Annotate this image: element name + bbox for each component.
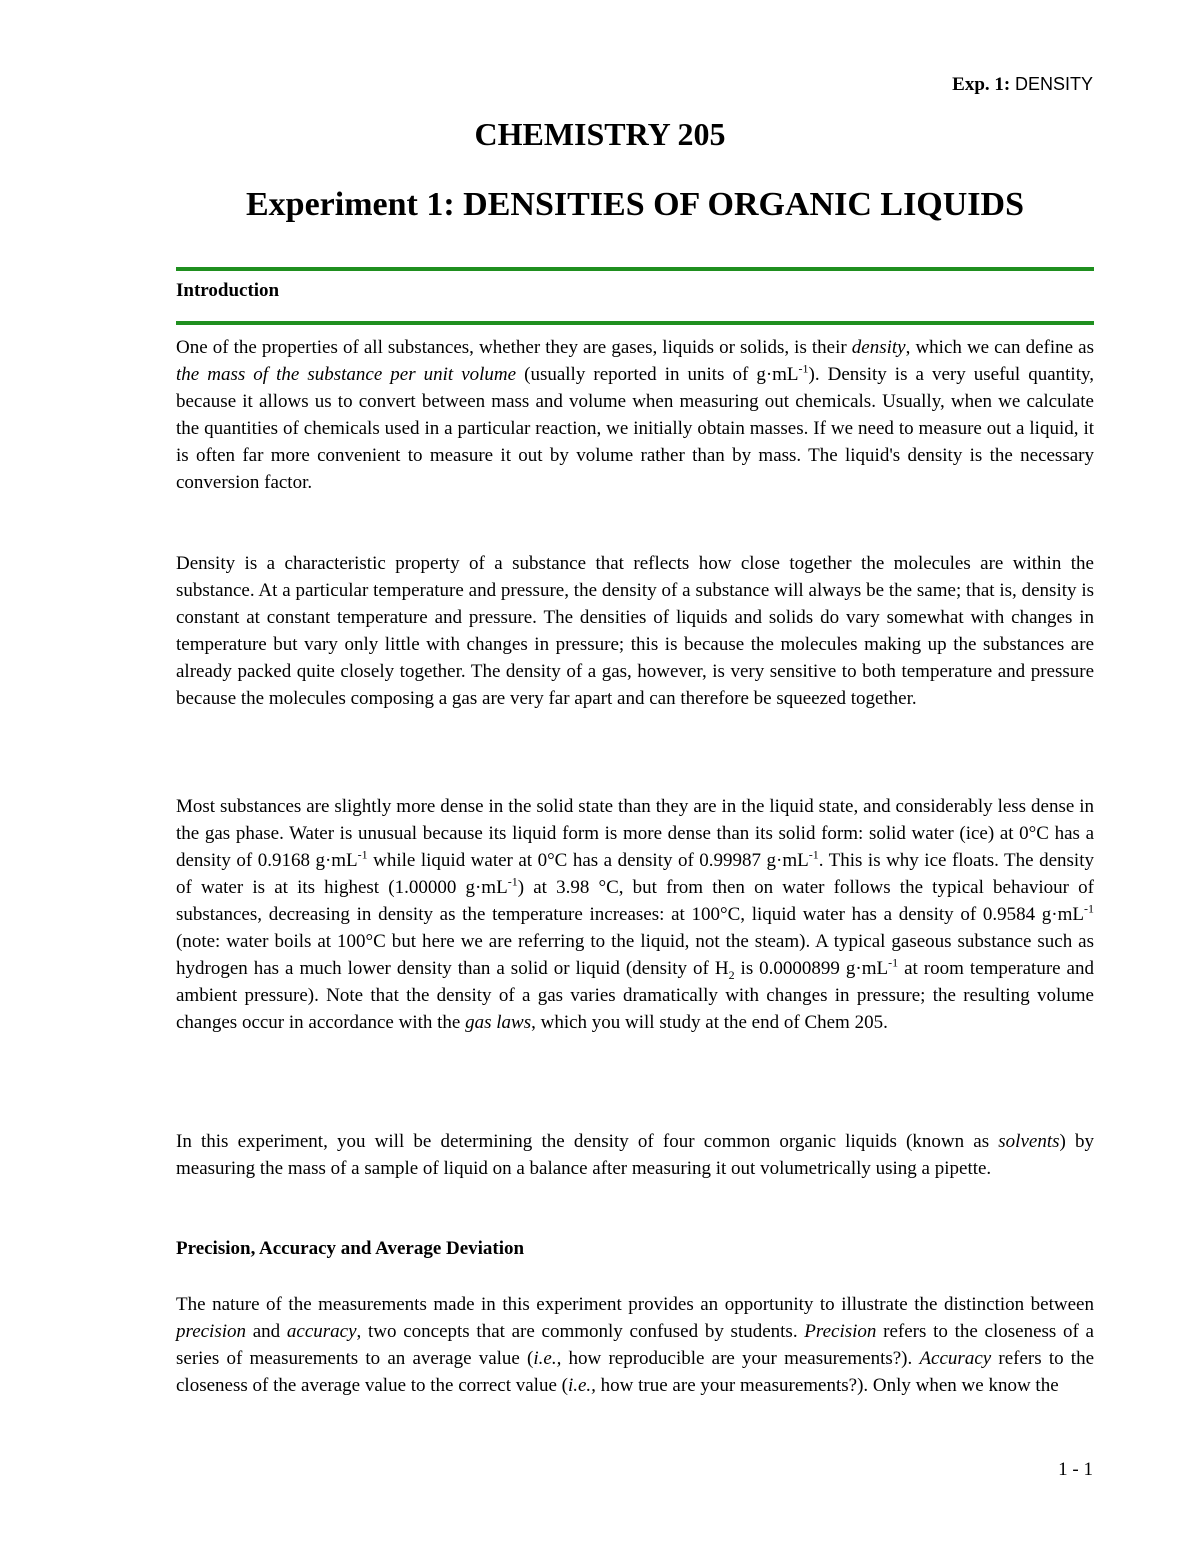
emphasis-accuracy: Accuracy	[919, 1348, 992, 1369]
text-run: ) by measuring the mass of a sample of liquid on a balance after measuring it out volumetrically using a pipette.	[176, 1131, 1094, 1179]
text-run: (note: water boils at 100°C but here we are referring to the liquid, not the steam). A typical gaseous substance such as hydrogen has a much lower density than a solid or liquid (density of H	[176, 931, 1094, 979]
intro-paragraph-2: Density is a characteristic property of a substance that reflects how close together the molecules are within the substance. At a particular temperature and pressure, the density of a substance will always be the same; that is, density is constant at constant temperature and pressure. The densities of liquids and solids do vary somewhat with changes in temperature but vary only little with changes in pressure; this is because the molecules making up the substances are already packed quite closely together. The density of a gas, however, is very sensitive to both temperature and pressure because the molecules composing a gas are very far apart and can therefore be squeezed together.	[176, 553, 1094, 709]
emphasis-definition: the mass of the substance per unit volume	[176, 364, 517, 385]
text-run: . This is why ice floats. The density of water is at its highest (1.00000 g·mL	[176, 850, 1094, 898]
course-title: CHEMISTRY 205	[474, 116, 726, 152]
experiment-title: Experiment 1: DENSITIES OF ORGANIC LIQUIDS	[246, 186, 1024, 223]
precision-heading: Precision, Accuracy and Average Deviation	[176, 1238, 525, 1259]
text-run: , which we can define as	[905, 337, 1094, 358]
running-header-title: DENSITY	[1014, 74, 1093, 94]
intro-paragraph-4	[176, 1128, 1094, 1182]
text-run: refers to the closeness of the average value to the correct value (	[176, 1348, 1094, 1396]
text-run: how reproducible are your measurements?).	[561, 1348, 920, 1369]
text-run: how true are your measurements?). Only when we know the	[595, 1375, 1059, 1396]
emphasis-solvents: solvents	[998, 1131, 1060, 1152]
precision-paragraph-1	[176, 1291, 1094, 1399]
text-run: Most substances are slightly more dense in the solid state than they are in the liquid state, and considerably less dense in the gas phase. Water is unusual because its liquid form is more dense than its solid form: solid water (ice) at 0°C has a density of 0.9168 g·mL	[176, 796, 1094, 871]
section-rule-top	[176, 267, 1094, 271]
emphasis-density: density	[851, 337, 906, 358]
emphasis-ie: i.e.,	[533, 1348, 562, 1369]
text-run: One of the properties of all substances, whether they are gases, liquids or solids, is their	[176, 337, 852, 358]
text-run: , which you will study at the end of Chem 205.	[531, 1012, 888, 1033]
superscript: -1	[357, 847, 368, 862]
text-run: The nature of the measurements made in this experiment provides an opportunity to illustrate the distinction between	[176, 1294, 1094, 1315]
text-run: at room temperature and ambient pressure). Note that the density of a gas varies dramatically with changes in pressure; the resulting volume changes occur in accordance with the	[176, 958, 1094, 1033]
superscript: -1	[1084, 901, 1094, 916]
intro-paragraph-3	[176, 793, 1094, 1036]
text-run: ). Density is a very useful quantity, because it allows us to convert between mass and volume when measuring out chemicals. Usually, when we calculate the quantities of chemicals used in a particular reaction, we initially obtain masses. If we need to measure out a liquid, it is often far more convenient to measure it out by volume rather than by mass. The liquid's density is the necessary conversion factor.	[176, 364, 1094, 493]
section-rule-bottom	[176, 321, 1094, 325]
text-run: is 0.0000899 g·mL	[734, 958, 889, 979]
superscript: -1	[888, 955, 899, 970]
text-run: In this experiment, you will be determining the density of four common organic liquids (known as	[176, 1131, 999, 1152]
text-run: ) at 3.98 °C, but from then on water follows the typical behaviour of substances, decreasing in density as the temperature increases: at 100°C, liquid water has a density of 0.9584 g·mL	[176, 877, 1094, 925]
emphasis-precision: precision	[176, 1321, 247, 1342]
text-run: refers to the closeness of a series of measurements to an average value (	[176, 1321, 1094, 1369]
emphasis-accuracy: accuracy	[286, 1321, 357, 1342]
superscript: -1	[507, 874, 518, 889]
emphasis-precision: Precision	[804, 1321, 877, 1342]
page-number: 1 - 1	[1058, 1459, 1093, 1480]
text-run: and	[246, 1321, 287, 1342]
text-run: (usually reported in units of g·mL	[516, 364, 799, 385]
running-header-label: Exp. 1:	[952, 74, 1011, 95]
text-run: while liquid water at 0°C has a density of 0.99987 g·mL	[367, 850, 809, 871]
running-header	[952, 72, 1093, 97]
introduction-heading: Introduction	[176, 280, 280, 301]
superscript: -1	[798, 361, 809, 376]
emphasis-ie: i.e.,	[567, 1375, 596, 1396]
superscript: -1	[808, 847, 819, 862]
text-run: , two concepts that are commonly confused by students.	[356, 1321, 805, 1342]
intro-paragraph-1	[176, 334, 1094, 496]
subscript: 2	[728, 967, 735, 982]
emphasis-gas-laws: gas laws	[465, 1012, 532, 1033]
